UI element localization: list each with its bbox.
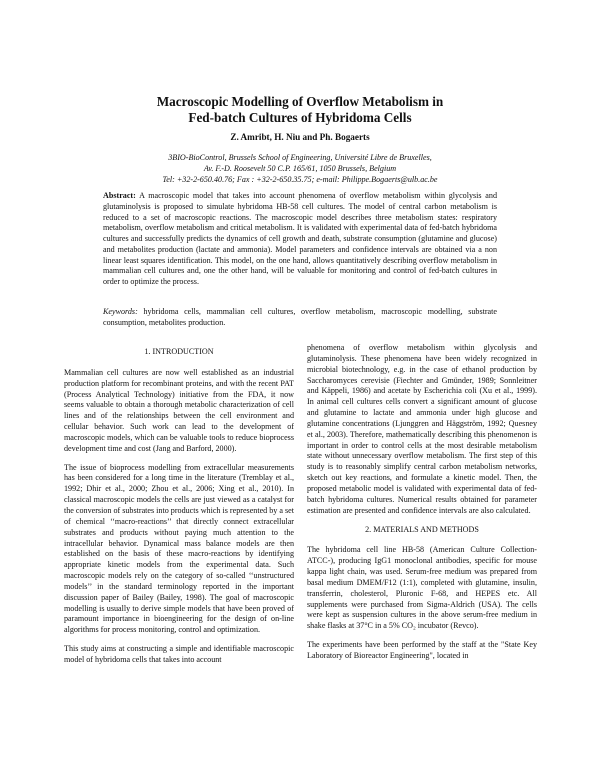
keywords-label: Keywords:: [103, 307, 138, 316]
abstract: [103, 191, 497, 288]
left-column: [64, 347, 294, 674]
paper-title: [0, 94, 600, 126]
introduction-heading: 1. INTRODUCTION: [144, 347, 214, 356]
title-line-1: Macroscopic Modelling of Overflow Metabolism in: [156, 94, 444, 109]
authors: Z. Amribt, H. Niu and Ph. Bogaerts: [230, 132, 370, 142]
methods-paragraph-1: The hybridoma cell line HB-58 (American Culture Collection-ATCC-), producing IgG1 monoclonal antibodies, specific for mouse kappa light chain, was used. Serum-free medium was prepared from basal medium DMEM/F12 (1:1), completed with glutamine, insulin, transferrin, cholesterol, Pluronic F-68, and HEPES etc. All supplements were purchased from Sigma-Aldrich (USA). The cells were kept as suspension cultures in the above serum-free medium in shake flasks at 37°C in a 5% CO₂ incubator (Revco).: [307, 545, 537, 631]
intro-paragraph-3: This study aims at constructing a simple and identifiable macroscopic model of hybridoma cells that takes into account: [64, 644, 294, 664]
right-column: [307, 343, 537, 670]
abstract-text: A macroscopic model that takes into account phenomena of overflow metabolism within glycolysis and glutaminolysis is proposed to simulate hybridoma HB-58 cell cultures. The model of central carbon metabolism is reduced to a set of macroscopic reactions. The macroscopic model describes three metabolism states: respiratory metabolism, overflow metabolism and critical metabolism. It is validated with experimental data of fed-batch hybridoma cultures and successfully predicts the dynamics of cell growth and death, substrate consumption (glutamine and glucose) and metabolites production (lactate and ammonia). Model parameters and confidence intervals are obtained via a non linear least squares identification. This model, on the one hand, allows quantitatively describing overflow metabolism in mammalian cell cultures and, one the other hand, will be valuable for monitoring and control of fed-batch cultures in order to optimize the process.: [103, 191, 497, 286]
title-line-2: Fed-batch Cultures of Hybridoma Cells: [188, 110, 412, 125]
affiliation-line-3: Tel: +32-2-650.40.76; Fax : +32-2-650.35.75; e-mail: Philippe.Bogaerts@ulb.ac.be: [162, 174, 438, 184]
abstract-label: Abstract:: [103, 191, 136, 200]
keywords-text: hybridoma cells, mammalian cell cultures, overflow metabolism, macroscopic modelling, substrate consumption, metabolites production.: [103, 307, 497, 327]
methods-paragraph-2: The experiments have been performed by the staff at the "State Key Laboratory of Bioreactor Engineering", located in: [307, 640, 537, 660]
affiliation-line-2: Av. F.-D. Roosevelt 50 C.P. 165/61, 1050 Brussels, Belgium: [203, 163, 397, 173]
keywords: [103, 307, 497, 329]
right-paragraph-1: phenomena of overflow metabolism within glycolysis and glutaminolysis. These phenomena have been widely recognized in microbial biotechnology, e.g. in the case of ethanol production by Saccharomyces cerevisie (Fiechter and Gmünder, 1989; Sonnleitner and Käppeli, 1986) and acetate by Escherichia coli (Xu et al., 1999). In animal cell cultures cells convert a significant amount of glucose and glutamine to lactate and ammonia under high glucose and glutamine concentrations (Ljunggren and Häggström, 1992; Quesney et al., 2003). Therefore, mathematically describing this phenomenon is important in order to control cells at the most desirable metabolism state without unnecessary overflow metabolism. The first step of this study is to reasonably simplify central carbon metabolism networks, sketch out key reactions, and formulate a kinetic model. Then, the proposed metabolic model is validated with experimental data of fed-batch hybridoma cultures. Numerical results obtained for parameter estimation are presented and confidence intervals are also calculated.: [307, 343, 537, 515]
intro-paragraph-1: Mammalian cell cultures are now well established as an industrial production platform for recombinant proteins, and with the recent PAT (Process Analytical Technology) initiative from the FDA, it now seems valuable to obtain a thorough metabolic characterization of cell lines and of the relationships between the cell environment and cellular behavior. Such work can lead to the development of macroscopic models, which can be valuable tools to reduce bioprocess development time and cost (Jang and Barford, 2000).: [64, 367, 294, 453]
intro-paragraph-2: The issue of bioprocess modelling from extracellular measurements has been considered for a long time in the literature (Tremblay et al., 1992; Dhir et al., 2000; Zhou et al., 2006; Xing et al., 2010). In classical macroscopic models the cells are just viewed as a catalyst for the conversion of substrates into products which is represented by a set of chemical ‘‘macro-reactions’’ that directly connect extracellular substrates and products without paying much attention to the intracellular behavior. Dynamical mass balance models are then established on the basis of these macro-reactions by identifying appropriate kinetic models from the experimental data. Such macroscopic models rely on the category of so-called ‘‘unstructured models’’ in the standard terminology reported in the important discussion paper of Bailey (Bailey, 1998). The goal of macroscopic modelling is usually to derive simple models that have been proved of paramount importance in bioengineering for the design of on-line algorithms for process monitoring, control and optimization.: [64, 462, 294, 635]
methods-heading: 2. MATERIALS AND METHODS: [365, 524, 479, 534]
affiliation: [0, 153, 600, 185]
affiliation-line-1: 3BIO-BioControl, Brussels School of Engineering, Université Libre de Bruxelles,: [168, 153, 432, 162]
